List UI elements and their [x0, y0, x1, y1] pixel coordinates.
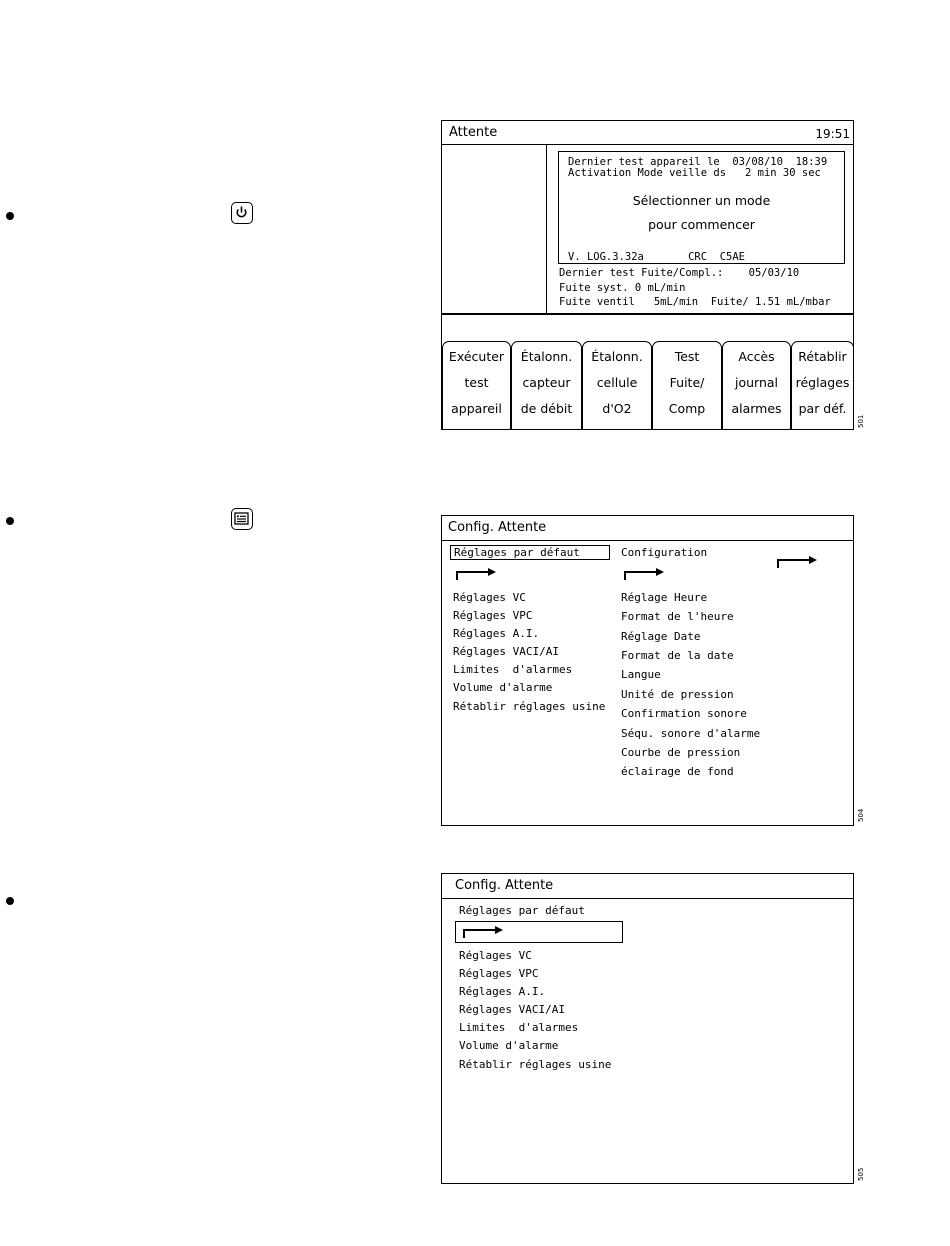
menu-item[interactable]: Réglages A.I.: [453, 627, 540, 640]
button-label: Test: [674, 349, 700, 364]
menu-item[interactable]: Volume d'alarme: [459, 1039, 559, 1052]
menu-item[interactable]: Réglages VACI/AI: [459, 1003, 565, 1016]
last-device-test: Dernier test appareil le 03/08/10 18:39: [568, 156, 828, 168]
bullet: [6, 212, 14, 220]
menu-item[interactable]: Limites d'alarmes: [459, 1021, 579, 1034]
menu-item[interactable]: Réglage Date: [621, 630, 701, 643]
softkey-row: [442, 341, 853, 430]
menu-item[interactable]: Rétablir réglages usine: [453, 700, 606, 713]
arrow-right-icon: [456, 568, 496, 580]
button-label: test: [464, 375, 489, 390]
bullet: [6, 897, 14, 905]
button-label: capteur: [522, 375, 571, 390]
arrow-right-icon: [624, 568, 664, 580]
figure-number: 505: [857, 1167, 865, 1181]
screen-title: Config. Attente: [455, 878, 554, 893]
alarm-log-button[interactable]: [722, 341, 791, 430]
button-label: de débit: [520, 401, 573, 416]
menu-item[interactable]: Réglages VC: [459, 949, 532, 962]
button-label: Accès: [738, 349, 775, 364]
menu-item[interactable]: Unité de pression: [621, 688, 734, 701]
standby-screen: [441, 120, 854, 430]
clock: 19:51: [815, 127, 850, 141]
button-label: Rétablir: [798, 349, 847, 364]
menu-item[interactable]: Séqu. sonore d'alarme: [621, 727, 761, 740]
menu-item[interactable]: Format de l'heure: [621, 610, 734, 623]
software-version: V. LOG.3.32a CRC C5AE: [568, 251, 746, 263]
button-label: journal: [734, 375, 779, 390]
power-icon[interactable]: [231, 202, 253, 224]
config-screen: [441, 515, 854, 826]
arrow-right-icon: [777, 556, 817, 568]
menu-item[interactable]: Réglages VPC: [453, 609, 533, 622]
leak-compliance-test-button[interactable]: [652, 341, 722, 430]
standby-activation: Activation Mode veille ds 2 min 30 sec: [568, 167, 821, 179]
button-label: Fuite/: [669, 375, 705, 390]
system-leak: Fuite syst. 0 mL/min: [559, 282, 686, 294]
menu-item[interactable]: Réglages A.I.: [459, 985, 546, 998]
defaults-menu-header[interactable]: Réglages par défaut: [454, 546, 580, 559]
screen-title: Attente: [449, 125, 498, 140]
menu-item[interactable]: Réglages VPC: [459, 967, 539, 980]
button-label: Étalonn.: [591, 349, 643, 364]
screen-title: Config. Attente: [448, 520, 547, 535]
calibrate-o2-cell-button[interactable]: [582, 341, 652, 430]
menu-item[interactable]: Courbe de pression: [621, 746, 741, 759]
menu-item[interactable]: Confirmation sonore: [621, 707, 747, 720]
button-label: appareil: [451, 401, 502, 416]
menu-item[interactable]: Réglages VACI/AI: [453, 645, 559, 658]
button-label: Exécuter: [448, 349, 505, 364]
button-label: réglages: [795, 375, 850, 390]
title-bar: [442, 121, 853, 145]
menu-icon[interactable]: [231, 508, 253, 530]
figure-number: 504: [857, 808, 865, 822]
button-label: d'O2: [602, 401, 632, 416]
menu-item[interactable]: Limites d'alarmes: [453, 663, 573, 676]
run-device-test-button[interactable]: [442, 341, 511, 430]
menu-item[interactable]: éclairage de fond: [621, 765, 734, 778]
prompt-line1: Sélectionner un mode: [632, 193, 771, 208]
title-divider: [442, 540, 853, 541]
figure-number: 501: [857, 414, 865, 428]
menu-item[interactable]: Réglage Heure: [621, 591, 708, 604]
title-divider: [442, 898, 853, 899]
last-leak-test: Dernier test Fuite/Compl.: 05/03/10: [559, 267, 800, 279]
bullet: [6, 517, 14, 525]
restore-defaults-button[interactable]: [791, 341, 854, 430]
menu-item[interactable]: Langue: [621, 668, 661, 681]
ventilator-leak: Fuite ventil 5mL/min Fuite/ 1.51 mL/mbar: [559, 296, 831, 308]
left-pane: [442, 145, 547, 315]
defaults-menu-header[interactable]: Réglages par défaut: [459, 904, 585, 917]
configuration-menu-header[interactable]: Configuration: [621, 546, 708, 559]
prompt-line2: pour commencer: [648, 217, 755, 232]
button-label: par déf.: [798, 401, 847, 416]
info-box: [558, 151, 845, 264]
config-defaults-screen: [441, 873, 854, 1184]
menu-item[interactable]: Rétablir réglages usine: [459, 1058, 612, 1071]
menu-item[interactable]: Volume d'alarme: [453, 681, 553, 694]
calibrate-flow-sensor-button[interactable]: [511, 341, 582, 430]
menu-item[interactable]: Réglages VC: [453, 591, 526, 604]
button-label: cellule: [596, 375, 638, 390]
button-label: Comp: [668, 401, 706, 416]
button-label: Étalonn.: [520, 349, 573, 364]
button-label: alarmes: [731, 401, 782, 416]
menu-item[interactable]: Format de la date: [621, 649, 734, 662]
arrow-right-icon[interactable]: [463, 926, 503, 938]
